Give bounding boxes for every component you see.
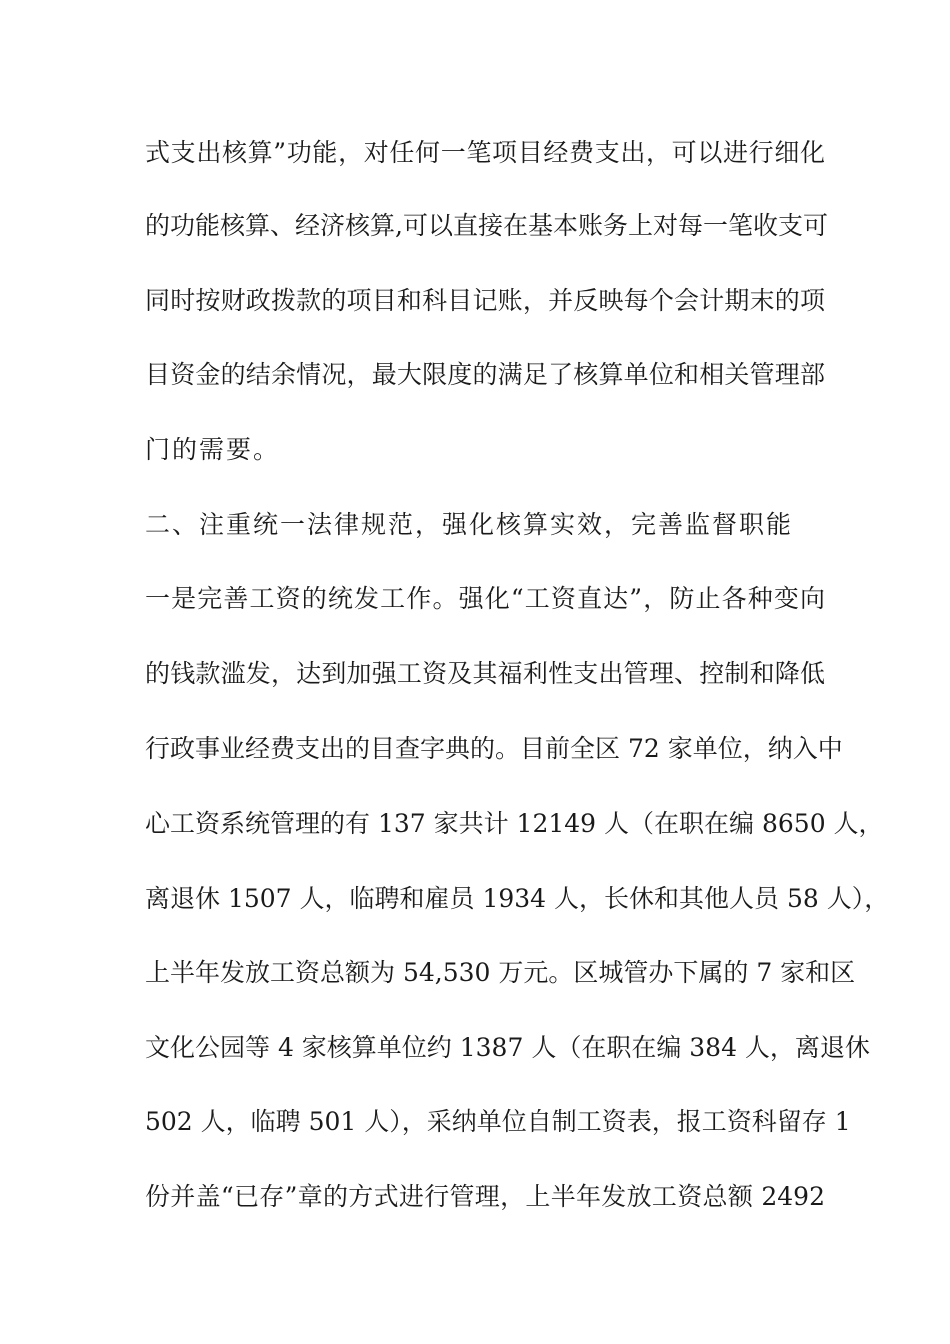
text-line-9: 行政事业经费支出的目查字典的。目前全区 72 家单位，纳入中 <box>145 734 843 763</box>
text-line-15: 份并盖“已存”章的方式进行管理，上半年发放工资总额 2492 <box>145 1182 825 1211</box>
text-line-4: 目资金的结余情况，最大限度的满足了核算单位和相关管理部 <box>145 360 825 389</box>
text-line-1: 式支出核算”功能，对任何一笔项目经费支出，可以进行细化 <box>145 138 825 167</box>
text-line-11: 离退休 1507 人，临聘和雇员 1934 人，长休和其他人员 58 人）， <box>145 884 890 913</box>
text-line-8: 的钱款滥发，达到加强工资及其福利性支出管理、控制和降低 <box>145 659 825 688</box>
text-line-2: 的功能核算、经济核算,可以直接在基本账务上对每一笔收支可 <box>145 211 828 240</box>
text-line-3: 同时按财政拨款的项目和科目记账，并反映每个会计期末的项 <box>145 286 825 315</box>
text-line-5: 门的需要。 <box>145 435 281 464</box>
text-line-10: 心工资系统管理的有 137 家共计 12149 人（在职在编 8650 人， <box>145 809 884 838</box>
text-line-14: 502 人，临聘 501 人），采纳单位自制工资表，报工资科留存 1 <box>145 1107 851 1136</box>
section-heading: 二、注重统一法律规范，强化核算实效，完善监督职能 <box>145 510 794 539</box>
text-line-13: 文化公园等 4 家核算单位约 1387 人（在职在编 384 人，离退休 <box>145 1033 870 1062</box>
text-line-7: 一是完善工资的统发工作。强化“工资直达”，防止各种变向 <box>145 584 825 613</box>
text-line-12: 上半年发放工资总额为 54,530 万元。区城管办下属的 7 家和区 <box>145 958 856 987</box>
